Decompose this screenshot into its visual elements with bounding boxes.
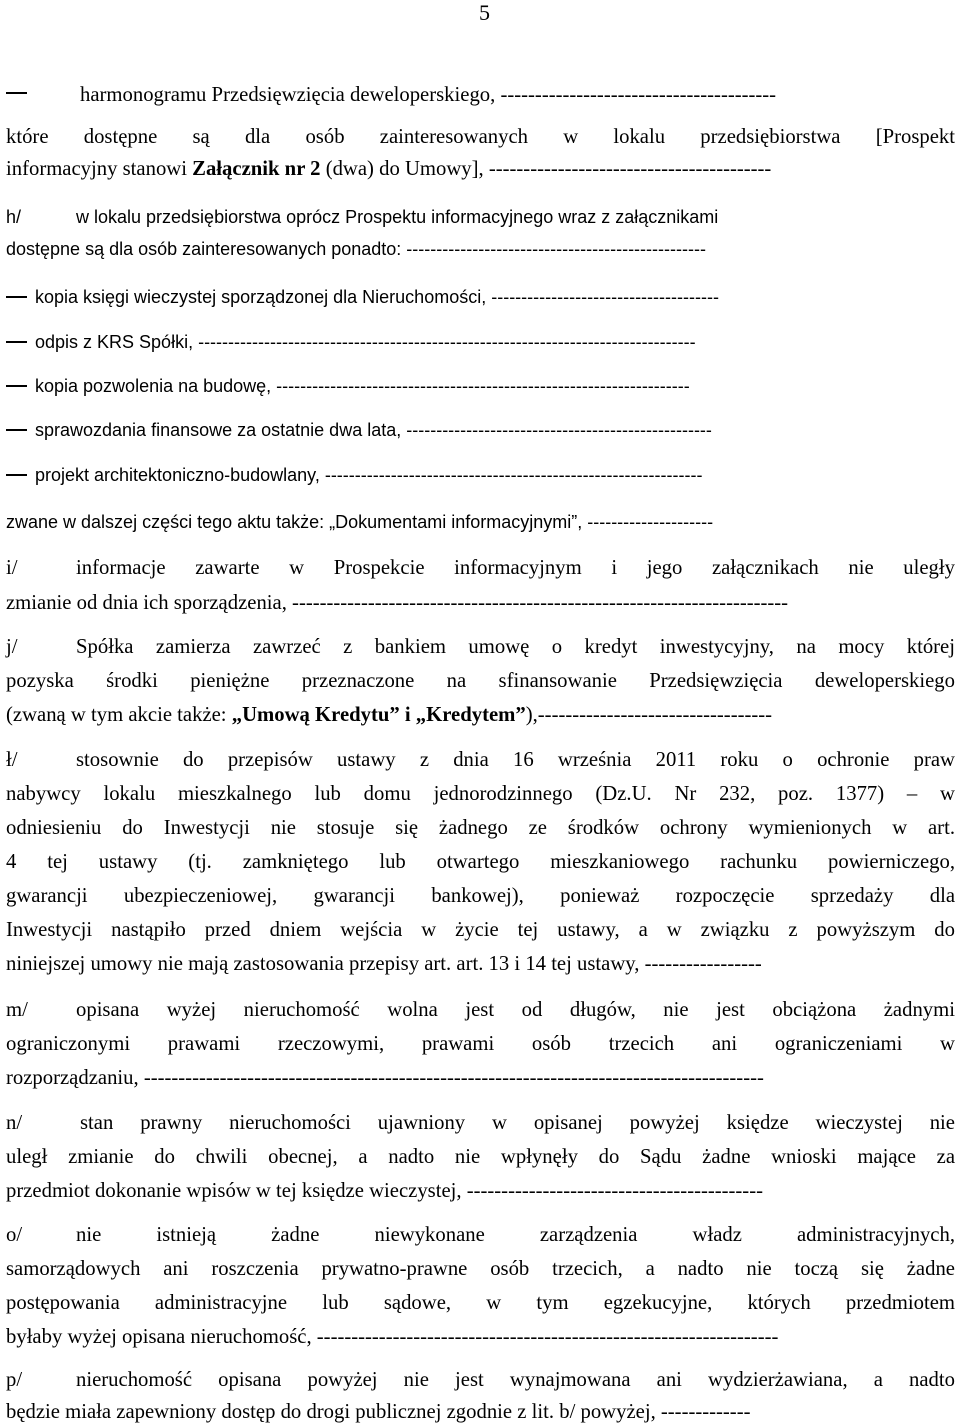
dash-bullet bbox=[6, 474, 27, 476]
text-line: odniesieniu do Inwestycji nie stosuje się żadnego ze środków ochrony wymienionych w art. bbox=[6, 817, 955, 839]
text-line: informacje zawarte w Prospekcie informacyjnym i jego załącznikach nie uległy bbox=[76, 557, 955, 579]
text-line: odpis z KRS Spółki, ----------------------------------------------------------------------------------- bbox=[35, 332, 696, 352]
text-line: kopia księgi wieczystej sporządzonej dla Nieruchomości, -------------------------------------- bbox=[35, 287, 719, 307]
text-line: będzie miała zapewniony dostęp do drogi publicznej zgodnie z lit. b/ powyżej, ------------- bbox=[6, 1401, 751, 1423]
item-marker: ł/ bbox=[6, 749, 18, 771]
item-marker: n/ bbox=[6, 1112, 23, 1134]
text-line: kopia pozwolenia na budowę, --------------------------------------------------------------------- bbox=[35, 376, 690, 396]
dash-bullet bbox=[6, 385, 27, 387]
bold-reference: „Umową Kredytu” i „Kredytem” bbox=[231, 704, 526, 726]
text-line: zmianie od dnia ich sporządzenia, ------------------------------------------------------------------------ bbox=[6, 592, 789, 614]
text-line: dostępne są dla osób zainteresowanych ponadto: -------------------------------------------------- bbox=[6, 239, 706, 259]
text-line: gwarancji ubezpieczeniowej, gwarancji bankowej), ponieważ rozpoczęcie sprzedaży dla bbox=[6, 885, 955, 907]
bold-reference: Załącznik nr 2 bbox=[192, 158, 321, 180]
text-line: stosownie do przepisów ustawy z dnia 16 września 2011 roku o ochronie praw bbox=[76, 749, 955, 771]
text-line: pozyska środki pieniężne przeznaczone na sfinansowanie Przedsięwzięcia deweloperskiego bbox=[6, 670, 955, 692]
text-line: w lokalu przedsiębiorstwa oprócz Prospektu informacyjnego wraz z załącznikami bbox=[76, 207, 719, 227]
text-line: harmonogramu Przedsięwzięcia deweloperskiego, ---------------------------------------- bbox=[80, 84, 777, 106]
text-span: (zwaną w tym akcie także: bbox=[6, 704, 232, 726]
item-marker: i/ bbox=[6, 557, 18, 579]
text-line: samorządowych ani roszczenia prywatno-prawne osób trzecich, a nadto nie toczą się żadne bbox=[6, 1258, 955, 1280]
item-marker: j/ bbox=[6, 636, 18, 658]
text-line: które dostępne są dla osób zainteresowanych w lokalu przedsiębiorstwa [Prospekt bbox=[6, 126, 955, 148]
text-line: postępowania administracyjne lub sądowe, w tym egzekucyjne, których przedmiotem bbox=[6, 1292, 955, 1314]
text-line: niniejszej umowy nie mają zastosowania przepisy art. art. 13 i 14 tej ustawy, ----------------- bbox=[6, 953, 762, 975]
text-line: przedmiot dokonanie wpisów w tej księdze wieczystej, ------------------------------------------- bbox=[6, 1180, 763, 1202]
dash-bullet bbox=[6, 429, 27, 431]
text-line: rozporządzaniu, ------------------------------------------------------------------------------------------ bbox=[6, 1067, 764, 1089]
text-line bbox=[6, 700, 772, 730]
text-line: projekt architektoniczno-budowlany, --------------------------------------------------------------- bbox=[35, 465, 703, 485]
item-marker: m/ bbox=[6, 999, 28, 1021]
text-line bbox=[6, 154, 771, 184]
text-line: stan prawny nieruchomości ujawniony w opisanej powyżej księdze wieczystej nie bbox=[80, 1112, 955, 1134]
page-number: 5 bbox=[479, 0, 490, 25]
text-line: byłaby wyżej opisana nieruchomość, ------------------------------------------------------------------- bbox=[6, 1326, 779, 1348]
text-line: Inwestycji nastąpiło przed dniem wejścia w życie tej ustawy, a w związku z powyższym do bbox=[6, 919, 955, 941]
item-marker: o/ bbox=[6, 1224, 23, 1246]
item-marker: h/ bbox=[6, 207, 22, 227]
text-line: ograniczonymi prawami rzeczowymi, prawami osób trzecich ani ograniczeniami w bbox=[6, 1033, 955, 1055]
text-line: nabywcy lokalu mieszkalnego lub domu jednorodzinnego (Dz.U. Nr 232, poz. 1377) – w bbox=[6, 783, 955, 805]
text-line: zwane w dalszej części tego aktu także: „Dokumentami informacyjnymi”, --------------------- bbox=[6, 512, 714, 532]
text-line: uległ zmianie do chwili obecnej, a nadto nie wpłynęły do Sądu żadne wnioski mające za bbox=[6, 1146, 955, 1168]
text-line: sprawozdania finansowe za ostatnie dwa lata, --------------------------------------------------- bbox=[35, 420, 712, 440]
text-line: Spółka zamierza zawrzeć z bankiem umowę o kredyt inwestycyjny, na mocy której bbox=[76, 636, 955, 658]
dash-bullet bbox=[6, 92, 27, 94]
text-span: informacyjny stanowi bbox=[6, 158, 193, 180]
text-line: opisana wyżej nieruchomość wolna jest od długów, nie jest obciążona żadnymi bbox=[76, 999, 955, 1021]
item-marker: p/ bbox=[6, 1369, 23, 1391]
text-line: nieruchomość opisana powyżej nie jest wynajmowana ani wydzierżawiana, a nadto bbox=[76, 1369, 955, 1391]
dash-bullet bbox=[6, 341, 27, 343]
text-line: 4 tej ustawy (tj. zamkniętego lub otwartego mieszkaniowego rachunku powierniczego, bbox=[6, 851, 955, 873]
text-span: (dwa) do Umowy], ----------------------------------------- bbox=[320, 158, 772, 180]
text-line: nie istnieją żadne niewykonane zarządzenia władz administracyjnych, bbox=[76, 1224, 955, 1246]
text-span: ),---------------------------------- bbox=[525, 704, 773, 726]
dash-bullet bbox=[6, 296, 27, 298]
